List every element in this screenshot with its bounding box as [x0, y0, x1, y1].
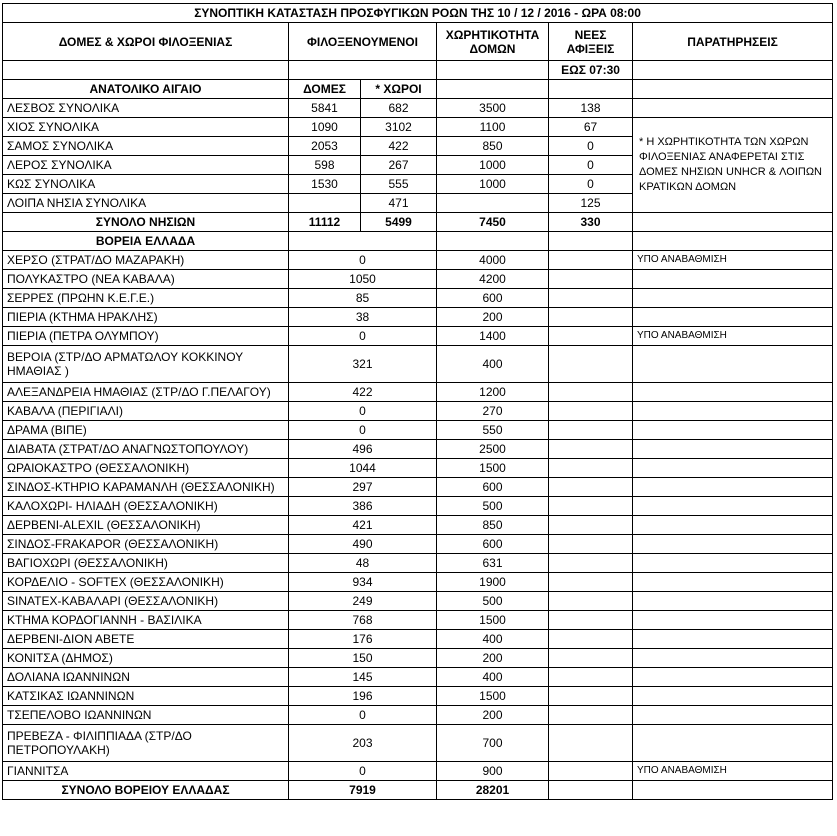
remark-value	[633, 346, 833, 383]
spaces-value: 471	[361, 194, 437, 213]
facility-name: ΚΑΤΣΙΚΑΣ ΙΩΑΝΝΙΝΩΝ	[3, 687, 289, 706]
capacity-value: 4200	[437, 270, 549, 289]
remark-value	[633, 497, 833, 516]
arrivals-empty	[549, 535, 633, 554]
header-arrivals: ΝΕΕΣ ΑΦΙΞΕΙΣ	[549, 23, 633, 61]
hosted-value: 38	[289, 308, 437, 327]
remark-value	[633, 630, 833, 649]
arrivals-empty	[549, 668, 633, 687]
hosted-value: 421	[289, 516, 437, 535]
arrivals-empty	[549, 592, 633, 611]
capacity-value: 1000	[437, 175, 549, 194]
table-row	[3, 118, 833, 137]
capacity-value: 400	[437, 346, 549, 383]
empty-cell	[549, 232, 633, 251]
table-row	[3, 308, 833, 327]
facility-name: ΠΟΛΥΚΑΣΤΡΟ (ΝΕΑ ΚΑΒΑΛΑ)	[3, 270, 289, 289]
empty-cell	[289, 232, 437, 251]
capacity-value: 500	[437, 497, 549, 516]
arrivals-empty	[549, 516, 633, 535]
facility-name: ΛΕΡΟΣ ΣΥΝΟΛΙΚΑ	[3, 156, 289, 175]
table-row	[3, 383, 833, 402]
header-hosted: ΦΙΛΟΞΕΝΟΥΜΕΝΟΙ	[289, 23, 437, 61]
table-row	[3, 402, 833, 421]
remark-value	[633, 668, 833, 687]
capacity-value: 600	[437, 289, 549, 308]
table-row	[3, 535, 833, 554]
capacity-value: 400	[437, 668, 549, 687]
facility-name: ΛΕΣΒΟΣ ΣΥΝΟΛΙΚΑ	[3, 99, 289, 118]
total-capacity: 7450	[437, 213, 549, 232]
spaces-value: 682	[361, 99, 437, 118]
table-row	[3, 668, 833, 687]
hosted-value: 85	[289, 289, 437, 308]
empty-cell	[437, 61, 549, 80]
facility-name: ΧΙΟΣ ΣΥΝΟΛΙΚΑ	[3, 118, 289, 137]
hosted-value: 934	[289, 573, 437, 592]
remark-value	[633, 535, 833, 554]
hosted-value: 321	[289, 346, 437, 383]
capacity-value: 2500	[437, 440, 549, 459]
capacity-value: 1000	[437, 156, 549, 175]
arrivals-value: 67	[549, 118, 633, 137]
header-remarks: ΠΑΡΑΤΗΡΗΣΕΙΣ	[633, 23, 833, 61]
total-label: ΣΥΝΟΛΟ ΝΗΣΙΩΝ	[3, 213, 289, 232]
hosted-value: 768	[289, 611, 437, 630]
hosted-value: 490	[289, 535, 437, 554]
table-row	[3, 706, 833, 725]
table-row	[3, 687, 833, 706]
hosted-value: 0	[289, 251, 437, 270]
facility-name: ΧΕΡΣΟ (ΣΤΡΑΤ/ΔΟ ΜΑΖΑΡΑΚΗ)	[3, 251, 289, 270]
capacity-value: 200	[437, 706, 549, 725]
facility-name: ΔΕΡΒΕΝΙ-ΔΙΟΝ ΑΒΕΤΕ	[3, 630, 289, 649]
capacity-value: 600	[437, 478, 549, 497]
remark-value	[633, 421, 833, 440]
facility-name: ΚΤΗΜΑ ΚΟΡΔΟΓΙΑΝΝΗ - ΒΑΣΙΛΙΚΑ	[3, 611, 289, 630]
empty-cell	[633, 80, 833, 99]
hosted-value: 386	[289, 497, 437, 516]
table-row	[3, 327, 833, 346]
arrivals-empty	[549, 289, 633, 308]
facility-name: ΣΙΝΔΟΣ-FRAKAPOR (ΘΕΣΣΑΛΟΝΙΚΗ)	[3, 535, 289, 554]
facility-name: ΚΑΒΑΛΑ (ΠΕΡΙΓΙΑΛΙ)	[3, 402, 289, 421]
hosted-value: 196	[289, 687, 437, 706]
table-row	[3, 421, 833, 440]
hosted-value: 0	[289, 402, 437, 421]
total-hosted: 7919	[289, 781, 437, 800]
remark-value	[633, 649, 833, 668]
arrivals-empty	[549, 402, 633, 421]
hosted-value: 1050	[289, 270, 437, 289]
arrivals-value: 0	[549, 175, 633, 194]
capacity-value: 700	[437, 725, 549, 762]
hosted-value: 145	[289, 668, 437, 687]
empty-cell	[633, 213, 833, 232]
remark-value: ΥΠΟ ΑΝΑΒΑΘΜΙΣΗ	[633, 762, 833, 781]
structures-value: 5841	[289, 99, 361, 118]
spaces-value: 267	[361, 156, 437, 175]
total-capacity: 28201	[437, 781, 549, 800]
facility-name: ΚΑΛΟΧΩΡΙ- ΗΛΙΑΔΗ (ΘΕΣΣΑΛΟΝΙΚΗ)	[3, 497, 289, 516]
facility-name: ΑΛΕΞΑΝΔΡΕΙΑ ΗΜΑΘΙΑΣ (ΣΤΡ/ΔΟ Γ.ΠΕΛΑΓΟΥ)	[3, 383, 289, 402]
capacity-value: 550	[437, 421, 549, 440]
hosted-value: 249	[289, 592, 437, 611]
capacity-value: 1500	[437, 459, 549, 478]
header-structures: ΔΟΜΕΣ	[289, 80, 361, 99]
header-facilities: ΔΟΜΕΣ & ΧΩΡΟΙ ΦΙΛΟΞΕΝΙΑΣ	[3, 23, 289, 61]
arrivals-empty	[549, 554, 633, 573]
arrivals-value: 0	[549, 137, 633, 156]
remark-value	[633, 516, 833, 535]
refugee-status-table	[2, 3, 833, 800]
arrivals-empty	[549, 440, 633, 459]
arrivals-empty	[549, 649, 633, 668]
arrivals-empty	[549, 308, 633, 327]
table-row	[3, 99, 833, 118]
remark-value	[633, 554, 833, 573]
capacity-value: 270	[437, 402, 549, 421]
hosted-value: 297	[289, 478, 437, 497]
empty-cell	[633, 781, 833, 800]
arrivals-empty	[549, 459, 633, 478]
remark-value	[633, 725, 833, 762]
header-capacity: ΧΩΡΗΤΙΚΟΤΗΤΑ ΔΟΜΩΝ	[437, 23, 549, 61]
empty-cell	[549, 80, 633, 99]
arrivals-empty	[549, 383, 633, 402]
capacity-value: 1900	[437, 573, 549, 592]
empty-cell	[549, 781, 633, 800]
capacity-value: 200	[437, 308, 549, 327]
hosted-value: 496	[289, 440, 437, 459]
capacity-value: 1400	[437, 327, 549, 346]
table-row	[3, 270, 833, 289]
remark-value	[633, 478, 833, 497]
capacity-value: 200	[437, 649, 549, 668]
spaces-value: 422	[361, 137, 437, 156]
remark-value	[633, 592, 833, 611]
capacity-value: 3500	[437, 99, 549, 118]
aegean-note: * Η ΧΩΡΗΤΙΚΟΤΗΤΑ ΤΩΝ ΧΩΡΩΝ ΦΙΛΟΞΕΝΙΑΣ ΑΝΑΦΕΡΕΤΑΙ ΣΤΙΣ ΔΟΜΕΣ ΝΗΣΙΩΝ UNHCR & ΛΟΙΠΩΝ ΚΡΑΤΙΚΩΝ ΔΟΜΩΝ	[633, 118, 833, 213]
facility-name: ΓΙΑΝΝΙΤΣΑ	[3, 762, 289, 781]
structures-value: 1090	[289, 118, 361, 137]
table-row	[3, 289, 833, 308]
facility-name: ΤΣΕΠΕΛΟΒΟ ΙΩΑΝΝΙΝΩΝ	[3, 706, 289, 725]
facility-name: ΠΙΕΡΙΑ (ΚΤΗΜΑ ΗΡΑΚΛΗΣ)	[3, 308, 289, 327]
table-row	[3, 516, 833, 535]
arrivals-empty	[549, 478, 633, 497]
capacity-value: 600	[437, 535, 549, 554]
total-spaces: 5499	[361, 213, 437, 232]
hosted-value: 0	[289, 421, 437, 440]
arrivals-empty	[549, 346, 633, 383]
arrivals-empty	[549, 725, 633, 762]
capacity-value: 631	[437, 554, 549, 573]
hosted-value: 0	[289, 706, 437, 725]
capacity-value: 1500	[437, 687, 549, 706]
hosted-value: 1044	[289, 459, 437, 478]
section-north: ΒΟΡΕΙΑ ΕΛΛΑΔΑ	[3, 232, 289, 251]
facility-name: ΚΟΡΔΕΛΙΟ - SOFTEX (ΘΕΣΣΑΛΟΝΙΚΗ)	[3, 573, 289, 592]
facility-name: ΚΩΣ ΣΥΝΟΛΙΚΑ	[3, 175, 289, 194]
total-row	[3, 781, 833, 800]
hosted-value: 48	[289, 554, 437, 573]
hosted-value: 422	[289, 383, 437, 402]
remark-value	[633, 687, 833, 706]
total-arrivals: 330	[549, 213, 633, 232]
table-row	[3, 573, 833, 592]
remark-value	[633, 440, 833, 459]
table-row	[3, 725, 833, 762]
remark-value	[633, 270, 833, 289]
hosted-value: 203	[289, 725, 437, 762]
facility-name: ΒΕΡΟΙΑ (ΣΤΡ/ΔΟ ΑΡΜΑΤΩΛΟΥ ΚΟΚΚΙΝΟΥ ΗΜΑΘΙΑΣ )	[3, 346, 289, 383]
table-row	[3, 649, 833, 668]
remark-value	[633, 289, 833, 308]
spaces-value: 555	[361, 175, 437, 194]
table-row	[3, 497, 833, 516]
spaces-value: 3102	[361, 118, 437, 137]
remark-value	[633, 308, 833, 327]
empty-cell	[633, 232, 833, 251]
remark-value	[633, 706, 833, 725]
table-row	[3, 478, 833, 497]
arrivals-empty	[549, 573, 633, 592]
remark-value	[633, 402, 833, 421]
table-row	[3, 346, 833, 383]
arrivals-value: 125	[549, 194, 633, 213]
empty-cell	[3, 61, 289, 80]
table-row	[3, 440, 833, 459]
hosted-value: 150	[289, 649, 437, 668]
table-title: ΣΥΝΟΠΤΙΚΗ ΚΑΤΑΣΤΑΣΗ ΠΡΟΣΦΥΓΙΚΩΝ ΡΟΩΝ ΤΗΣ 10 / 12 / 2016 - ΩΡΑ 08:00	[3, 4, 833, 23]
arrivals-empty	[549, 762, 633, 781]
capacity-value: 1200	[437, 383, 549, 402]
capacity-value: 850	[437, 516, 549, 535]
empty-cell	[437, 80, 549, 99]
capacity-value: 1100	[437, 118, 549, 137]
remark-value	[633, 611, 833, 630]
remark-value: ΥΠΟ ΑΝΑΒΑΘΜΙΣΗ	[633, 251, 833, 270]
arrivals-empty	[549, 687, 633, 706]
facility-name: ΔΕΡΒΕΝΙ-ALEXIL (ΘΕΣΣΑΛΟΝΙΚΗ)	[3, 516, 289, 535]
hosted-value: 0	[289, 327, 437, 346]
remark-value	[633, 383, 833, 402]
structures-value: 2053	[289, 137, 361, 156]
hosted-value: 0	[289, 762, 437, 781]
table-row	[3, 762, 833, 781]
facility-name: ΛΟΙΠΑ ΝΗΣΙΑ ΣΥΝΟΛΙΚΑ	[3, 194, 289, 213]
facility-name: ΚΟΝΙΤΣΑ (ΔΗΜΟΣ)	[3, 649, 289, 668]
empty-cell	[633, 61, 833, 80]
structures-value: 1530	[289, 175, 361, 194]
facility-name: ΣΙΝΔΟΣ-ΚΤΗΡΙΟ ΚΑΡΑΜΑΝΛΗ (ΘΕΣΣΑΛΟΝΙΚΗ)	[3, 478, 289, 497]
structures-value	[289, 194, 361, 213]
empty-cell	[437, 232, 549, 251]
hosted-value: 176	[289, 630, 437, 649]
total-structures: 11112	[289, 213, 361, 232]
table-row	[3, 554, 833, 573]
facility-name: ΣΑΜΟΣ ΣΥΝΟΛΙΚΑ	[3, 137, 289, 156]
capacity-value	[437, 194, 549, 213]
capacity-value: 850	[437, 137, 549, 156]
facility-name: ΣΕΡΡΕΣ (ΠΡΩΗΝ Κ.Ε.Γ.Ε.)	[3, 289, 289, 308]
arrivals-empty	[549, 497, 633, 516]
remarks-empty	[633, 99, 833, 118]
table-row	[3, 611, 833, 630]
facility-name: ΔΙΑΒΑΤΑ (ΣΤΡΑΤ/ΔΟ ΑΝΑΓΝΩΣΤΟΠΟΥΛΟΥ)	[3, 440, 289, 459]
arrivals-empty	[549, 706, 633, 725]
arrivals-empty	[549, 270, 633, 289]
facility-name: ΠΙΕΡΙΑ (ΠΕΤΡΑ ΟΛΥΜΠΟΥ)	[3, 327, 289, 346]
arrivals-empty	[549, 611, 633, 630]
facility-name: SINATEX-ΚΑΒΑΛΑΡΙ (ΘΕΣΣΑΛΟΝΙΚΗ)	[3, 592, 289, 611]
total-label: ΣΥΝΟΛΟ ΒΟΡΕΙΟΥ ΕΛΛΑΔΑΣ	[3, 781, 289, 800]
header-spaces: * ΧΩΡΟΙ	[361, 80, 437, 99]
facility-name: ΔΟΛΙΑΝΑ ΙΩΑΝΝΙΝΩΝ	[3, 668, 289, 687]
remark-value: ΥΠΟ ΑΝΑΒΑΘΜΙΣΗ	[633, 327, 833, 346]
arrivals-empty	[549, 251, 633, 270]
arrivals-empty	[549, 630, 633, 649]
capacity-value: 1500	[437, 611, 549, 630]
facility-name: ΔΡΑΜΑ (ΒΙΠΕ)	[3, 421, 289, 440]
header-until: ΕΩΣ 07:30	[549, 61, 633, 80]
facility-name: ΩΡΑΙΟΚΑΣΤΡΟ (ΘΕΣΣΑΛΟΝΙΚΗ)	[3, 459, 289, 478]
capacity-value: 900	[437, 762, 549, 781]
structures-value: 598	[289, 156, 361, 175]
remark-value	[633, 573, 833, 592]
facility-name: ΠΡΕΒΕΖΑ - ΦΙΛΙΠΠΙΑΔΑ (ΣΤΡ/ΔΟ ΠΕΤΡΟΠΟΥΛΑΚΗ)	[3, 725, 289, 762]
facility-name: ΒΑΓΙΟΧΩΡΙ (ΘΕΣΣΑΛΟΝΙΚΗ)	[3, 554, 289, 573]
capacity-value: 400	[437, 630, 549, 649]
section-aegean: ΑΝΑΤΟΛΙΚΟ ΑΙΓΑΙΟ	[3, 80, 289, 99]
remark-value	[633, 459, 833, 478]
arrivals-value: 0	[549, 156, 633, 175]
table-row	[3, 459, 833, 478]
arrivals-value: 138	[549, 99, 633, 118]
arrivals-empty	[549, 327, 633, 346]
table-row	[3, 251, 833, 270]
table-row	[3, 592, 833, 611]
capacity-value: 4000	[437, 251, 549, 270]
table-row	[3, 630, 833, 649]
capacity-value: 500	[437, 592, 549, 611]
empty-cell	[289, 61, 437, 80]
arrivals-empty	[549, 421, 633, 440]
total-row	[3, 213, 833, 232]
